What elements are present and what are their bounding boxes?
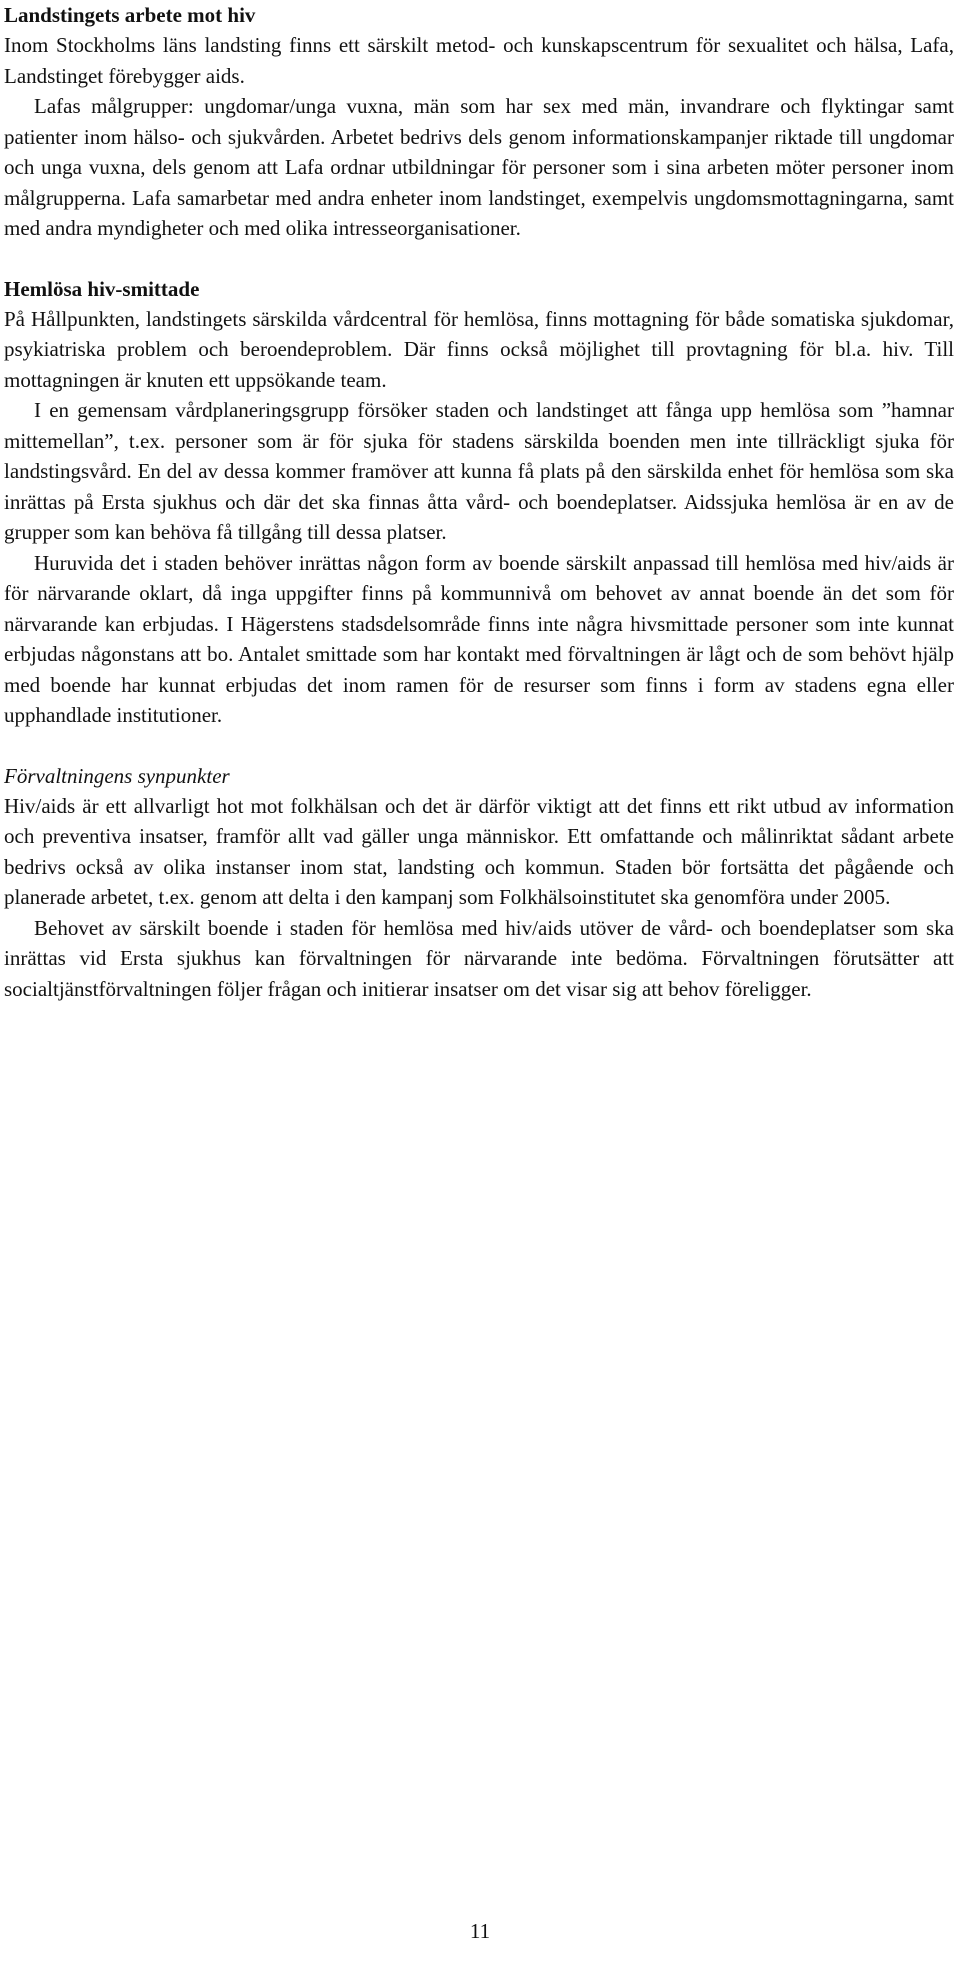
section-spacer	[4, 731, 954, 761]
document-body	[4, 0, 954, 1004]
section-forvaltningens-synpunkter	[4, 761, 954, 1005]
section-hemlosa-hiv-smittade	[4, 274, 954, 731]
section-landstingets-arbete	[4, 0, 954, 244]
section-heading: Förvaltningens synpunkter	[4, 763, 230, 788]
paragraph: Behovet av särskilt boende i staden för hemlösa med hiv/aids utöver de vård- och boendeplatser som ska inrättas vid Ersta sjukhus kan förvaltningen för närvarande inte bedöma. Förvaltningen förutsätter att socialtjänstförvaltningen följer frågan och initierar insatser om det visar sig att behov föreligger.	[4, 915, 954, 1001]
paragraph: Lafas målgrupper: ungdomar/unga vuxna, män som har sex med män, invandrare och flyktingar samt patienter inom hälso- och sjukvården. Arbetet bedrivs dels genom informationskampanjer riktade till ungdomar och unga vuxna, dels genom att Lafa ordnar utbildningar för personer som i sina arbeten möter personer inom målgrupperna. Lafa samarbetar med andra enheter inom landstinget, exempelvis ungdomsmottagningarna, samt med andra myndigheter och med olika intresseorganisationer.	[4, 94, 954, 240]
paragraph: På Hållpunkten, landstingets särskilda vårdcentral för hemlösa, finns mottagning för både somatiska sjukdomar, psykiatriska problem och beroendeproblem. Där finns också möjlighet till provtagning för bl.a. hiv. Till mottagningen är knuten ett uppsökande team.	[4, 306, 954, 392]
section-heading: Hemlösa hiv-smittade	[4, 276, 200, 301]
section-spacer	[4, 244, 954, 274]
paragraph: Inom Stockholms läns landsting finns ett särskilt metod- och kunskapscentrum för sexualitet och hälsa, Lafa, Landstinget förebygger aids.	[4, 33, 954, 88]
paragraph: Huruvida det i staden behöver inrättas någon form av boende särskilt anpassad till hemlösa med hiv/aids är för närvarande oklart, då inga uppgifter finns på kommunnivå om behovet av annat boende än det som för närvarande kan erbjudas. I Hägerstens stadsdelsområde finns inte några hivsmittade personer som inte kunnat erbjudas någonstans att bo. Antalet smittade som har kontakt med förvaltningen är lågt och de som behövt hjälp med boende har kunnat erbjudas det inom ramen för de resurser som finns i form av stadens egna eller upphandlade institutioner.	[4, 550, 954, 727]
section-heading: Landstingets arbete mot hiv	[4, 3, 256, 27]
paragraph: Hiv/aids är ett allvarligt hot mot folkhälsan och det är därför viktigt att det finns ett rikt utbud av information och preventiva insatser, framför allt vad gäller unga människor. Ett omfattande och målinriktat sådant arbete bedrivs också av olika instanser inom stat, landsting och kommun. Staden bör fortsätta det pågående och planerade arbetet, t.ex. genom att delta i den kampanj som Folkhälsoinstitutet ska genomföra under 2005.	[4, 793, 954, 909]
paragraph: I en gemensam vårdplaneringsgrupp försöker staden och landstinget att fånga upp hemlösa som ”hamnar mittemellan”, t.ex. personer som är för sjuka för stadens särskilda boenden men inte tillräckligt sjuka för landstingsvård. En del av dessa kommer framöver att kunna få plats på den särskilda enhet för hemlösa som ska inrättas på Ersta sjukhus och där det ska finnas åtta vård- och boendeplatser. Aidssjuka hemlösa är en av de grupper som kan behöva få tillgång till dessa platser.	[4, 398, 954, 544]
page-number: 11	[469, 1919, 491, 1943]
